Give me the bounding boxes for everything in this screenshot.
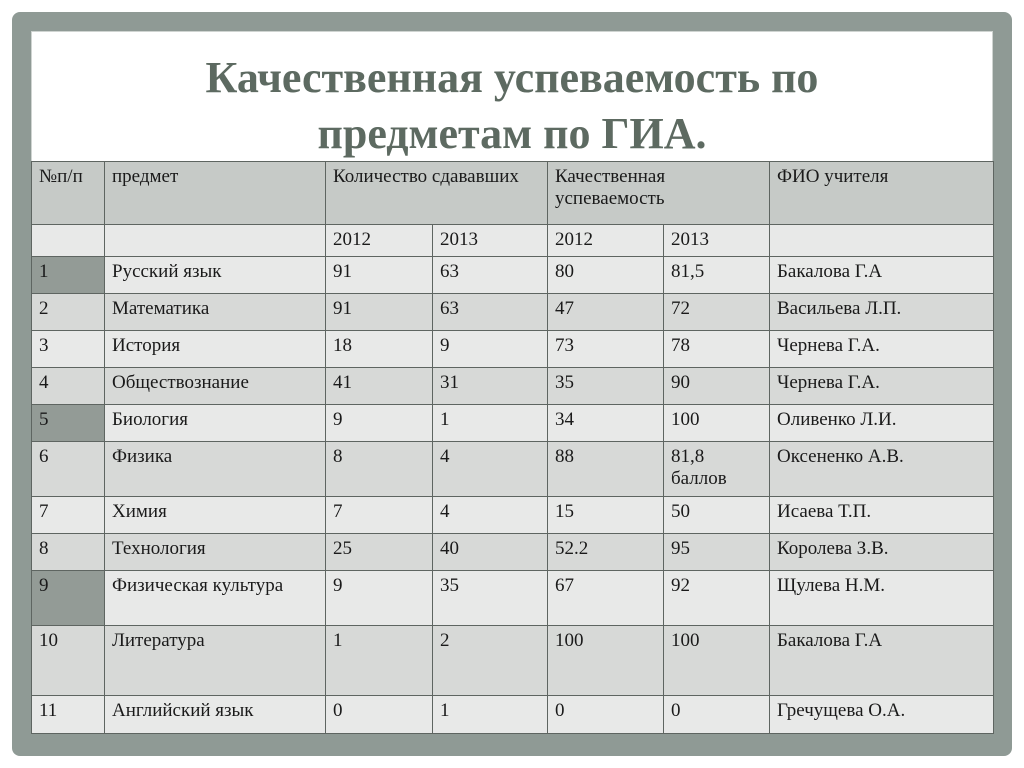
row-teacher: Чернева Г.А. <box>770 331 994 368</box>
row-quality-2012: 88 <box>548 442 664 497</box>
row-subject: Обществознание <box>105 368 326 405</box>
row-quality-2013: 72 <box>664 294 770 331</box>
row-count-2013: 1 <box>433 405 548 442</box>
header-quality: Качественная успеваемость <box>548 162 770 225</box>
row-subject: Физическая культура <box>105 571 326 626</box>
row-quality-2012: 35 <box>548 368 664 405</box>
table-row <box>32 626 994 696</box>
year-quality-2012: 2012 <box>548 225 664 257</box>
row-count-2012: 9 <box>326 405 433 442</box>
row-teacher: Оливенко Л.И. <box>770 405 994 442</box>
year-count-2012: 2012 <box>326 225 433 257</box>
row-count-2012: 7 <box>326 497 433 534</box>
row-quality-2012: 100 <box>548 626 664 696</box>
table-row <box>32 368 994 405</box>
results-table <box>31 161 994 734</box>
row-teacher: Васильева Л.П. <box>770 294 994 331</box>
table-row <box>32 442 994 497</box>
header-count: Количество сдававших <box>326 162 548 225</box>
row-count-2012: 0 <box>326 696 433 734</box>
row-quality-2012: 67 <box>548 571 664 626</box>
row-quality-2013: 90 <box>664 368 770 405</box>
table-year-row <box>32 225 994 257</box>
table-row <box>32 405 994 442</box>
row-quality-2013: 50 <box>664 497 770 534</box>
row-num: 6 <box>32 442 105 497</box>
row-num: 10 <box>32 626 105 696</box>
row-quality-2013: 100 <box>664 626 770 696</box>
year-count-2013: 2013 <box>433 225 548 257</box>
row-quality-2013: 81,8 баллов <box>664 442 770 497</box>
table-row <box>32 257 994 294</box>
table-row <box>32 497 994 534</box>
row-quality-2012: 80 <box>548 257 664 294</box>
row-num: 11 <box>32 696 105 734</box>
row-num: 3 <box>32 331 105 368</box>
row-count-2012: 18 <box>326 331 433 368</box>
row-quality-2013: 81,5 <box>664 257 770 294</box>
row-count-2012: 41 <box>326 368 433 405</box>
row-subject: Технология <box>105 534 326 571</box>
year-empty-cell <box>770 225 994 257</box>
row-count-2012: 25 <box>326 534 433 571</box>
row-subject: Математика <box>105 294 326 331</box>
row-quality-2013: 100 <box>664 405 770 442</box>
slide-title: Качественная успеваемость по предметам по ГИА. <box>205 53 819 158</box>
year-empty-cell <box>32 225 105 257</box>
row-count-2012: 91 <box>326 257 433 294</box>
table-row <box>32 294 994 331</box>
row-count-2013: 1 <box>433 696 548 734</box>
header-num: №п/п <box>32 162 105 225</box>
row-count-2013: 35 <box>433 571 548 626</box>
header-teacher: ФИО учителя <box>770 162 994 225</box>
row-subject: Английский язык <box>105 696 326 734</box>
row-count-2012: 91 <box>326 294 433 331</box>
row-count-2013: 4 <box>433 497 548 534</box>
title-box <box>31 31 993 179</box>
table-row <box>32 696 994 734</box>
row-teacher: Бакалова Г.А <box>770 626 994 696</box>
row-quality-2013: 95 <box>664 534 770 571</box>
row-count-2013: 63 <box>433 294 548 331</box>
row-num: 1 <box>32 257 105 294</box>
row-count-2012: 1 <box>326 626 433 696</box>
row-quality-2013: 92 <box>664 571 770 626</box>
row-quality-2012: 73 <box>548 331 664 368</box>
row-teacher: Чернева Г.А. <box>770 368 994 405</box>
row-num: 5 <box>32 405 105 442</box>
row-teacher: Исаева Т.П. <box>770 497 994 534</box>
row-count-2013: 2 <box>433 626 548 696</box>
row-count-2013: 63 <box>433 257 548 294</box>
row-teacher: Оксененко А.В. <box>770 442 994 497</box>
row-teacher: Гречущева О.А. <box>770 696 994 734</box>
row-num: 7 <box>32 497 105 534</box>
row-num: 9 <box>32 571 105 626</box>
row-subject: Литература <box>105 626 326 696</box>
table-row <box>32 571 994 626</box>
row-teacher: Щулева Н.М. <box>770 571 994 626</box>
row-subject: Русский язык <box>105 257 326 294</box>
row-teacher: Бакалова Г.А <box>770 257 994 294</box>
row-subject: Химия <box>105 497 326 534</box>
table-header-row <box>32 162 994 225</box>
row-quality-2013: 0 <box>664 696 770 734</box>
year-quality-2013: 2013 <box>664 225 770 257</box>
header-subject: предмет <box>105 162 326 225</box>
row-subject: Физика <box>105 442 326 497</box>
year-empty-cell <box>105 225 326 257</box>
row-subject: Биология <box>105 405 326 442</box>
row-quality-2012: 0 <box>548 696 664 734</box>
row-num: 2 <box>32 294 105 331</box>
table-row <box>32 534 994 571</box>
row-num: 4 <box>32 368 105 405</box>
row-count-2012: 8 <box>326 442 433 497</box>
table-row <box>32 331 994 368</box>
row-num: 8 <box>32 534 105 571</box>
row-quality-2012: 34 <box>548 405 664 442</box>
row-quality-2012: 47 <box>548 294 664 331</box>
row-count-2013: 40 <box>433 534 548 571</box>
row-count-2013: 9 <box>433 331 548 368</box>
row-subject: История <box>105 331 326 368</box>
row-count-2013: 31 <box>433 368 548 405</box>
row-count-2012: 9 <box>326 571 433 626</box>
row-count-2013: 4 <box>433 442 548 497</box>
row-quality-2012: 15 <box>548 497 664 534</box>
row-teacher: Королева З.В. <box>770 534 994 571</box>
row-quality-2013: 78 <box>664 331 770 368</box>
row-quality-2012: 52.2 <box>548 534 664 571</box>
